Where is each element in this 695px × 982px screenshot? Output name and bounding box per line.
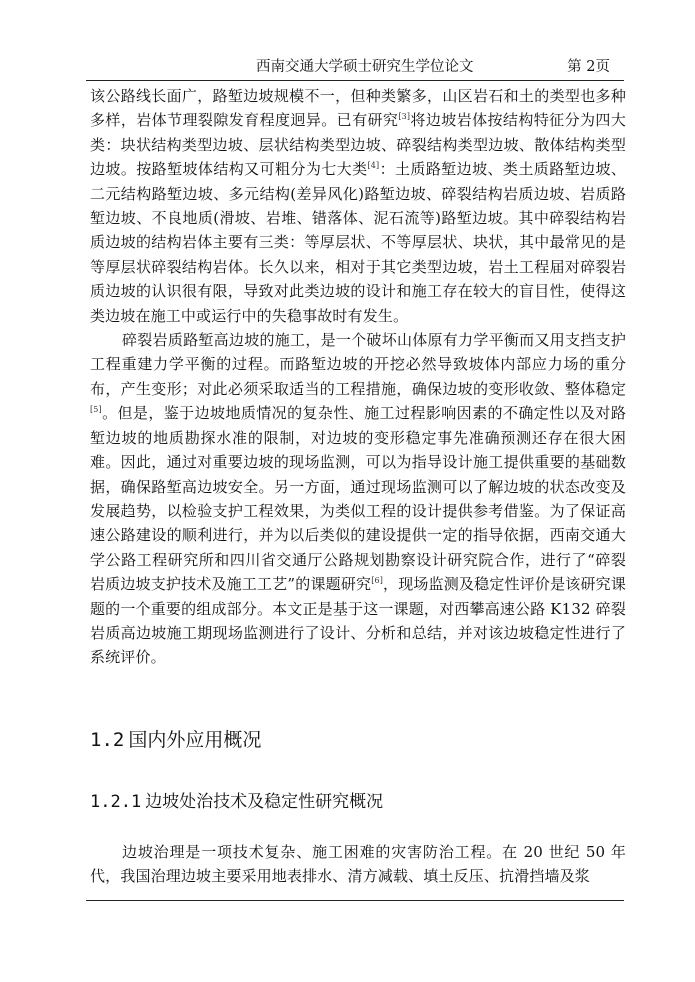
section-title: 国内外应用概况 bbox=[128, 729, 262, 751]
page-number: 第 2页 bbox=[567, 59, 610, 75]
paragraph: 边坡治理是一项技术复杂、施工困难的灾害防治工程。在 20 世纪 50 年代，我国治理边坡主要采用地表排水、清方减载、填土反压、抗滑挡墙及浆 bbox=[90, 843, 626, 886]
subsection-number: 1.2.1 bbox=[90, 792, 142, 812]
footer-rule bbox=[86, 900, 624, 901]
intro-body bbox=[90, 84, 626, 670]
paragraph-text: 该公路线长面广，路堑边坡规模不一，但种类繁多，山区岩石和土的类型也多种多样，岩体节理裂隙发育程度迥异。已有研究 bbox=[90, 87, 626, 130]
paragraph-text: 将边坡岩体按结构特征分为四大类：块状结构类型边坡、层状结构类型边坡、碎裂结构类型边坡、散体结构类型边坡。按路堑坡体结构又可粗分为七大类 bbox=[90, 111, 626, 179]
subsection-heading bbox=[90, 790, 383, 814]
section-number: 1.2 bbox=[90, 729, 125, 751]
paragraph-text: ：土质路堑边坡、类土质路堑边坡、二元结构路堑边坡、多元结构(差异风化)路堑边坡、碎裂结构岩质边坡、岩质路堑边坡、不良地质(滑坡、岩堆、错落体、泥石流等)路堑边坡。其中碎裂结构岩质边坡的结构岩体主要有三类：等厚层状、不等厚层状、块状，其中最常见的是等厚层状碎裂结构岩体。长久以来，相对于其它类型边坡，岩土工程届对碎裂岩质边坡的认识很有限，导致对此类边坡的设计和施工存在较大的盲目性，使得这类边坡在施工中或运行中的失稳事故时有发生。 bbox=[90, 160, 627, 325]
header-title: 西南交通大学硕士研究生学位论文 bbox=[256, 59, 474, 75]
paragraph bbox=[90, 84, 626, 328]
citation-marker: [3] bbox=[398, 112, 411, 122]
citation-marker: [4] bbox=[367, 161, 380, 171]
paragraph bbox=[90, 328, 626, 670]
paragraph-text: 碎裂岩质路堑高边坡的施工，是一个破坏山体原有力学平衡而又用支挡支护工程重建力学平衡的过程。而路堑边坡的开挖必然导致坡体内部应力场的重分布，产生变形；对此必须采取适当的工程措施，确保边坡的变形收敛、整体稳定 bbox=[90, 331, 626, 398]
subsection-body bbox=[90, 840, 626, 889]
subsection-title: 边坡处治技术及稳定性研究概况 bbox=[145, 792, 384, 812]
running-header bbox=[86, 56, 624, 81]
citation-marker: [6] bbox=[371, 576, 384, 586]
section-heading bbox=[90, 727, 261, 753]
paragraph-text: ，现场监测及稳定性评价是该研究课题的一个重要的组成部分。本文正是基于这一课题，对西攀高速公路 K132 碎裂岩质高边坡施工期现场监测进行了设计、分析和总结，并对该边坡稳定性进行了系统评价。 bbox=[90, 575, 626, 667]
paragraph-text: 。但是，鉴于边坡地质情况的复杂性、施工过程影响因素的不确定性以及对路堑边坡的地质勘探水准的限制，对边坡的变形稳定事先准确预测还存在很大困难。因此，通过对重要边坡的现场监测，可以为指导设计施工提供重要的基础数据，确保路堑高边坡安全。另一方面，通过现场监测可以了解边坡的状态改变及发展趋势，以检验支护工程效果，为类似工程的设计提供参考借鉴。为了保证高速公路建设的顺利进行，并为以后类似的建设提供一定的指导依据，西南交通大学公路工程研究所和四川省交通厅公路规划勘察设计研究院合作，进行了“碎裂岩质边坡支护技术及施工工艺”的课题研究 bbox=[90, 404, 626, 594]
citation-marker: [5] bbox=[90, 405, 102, 415]
